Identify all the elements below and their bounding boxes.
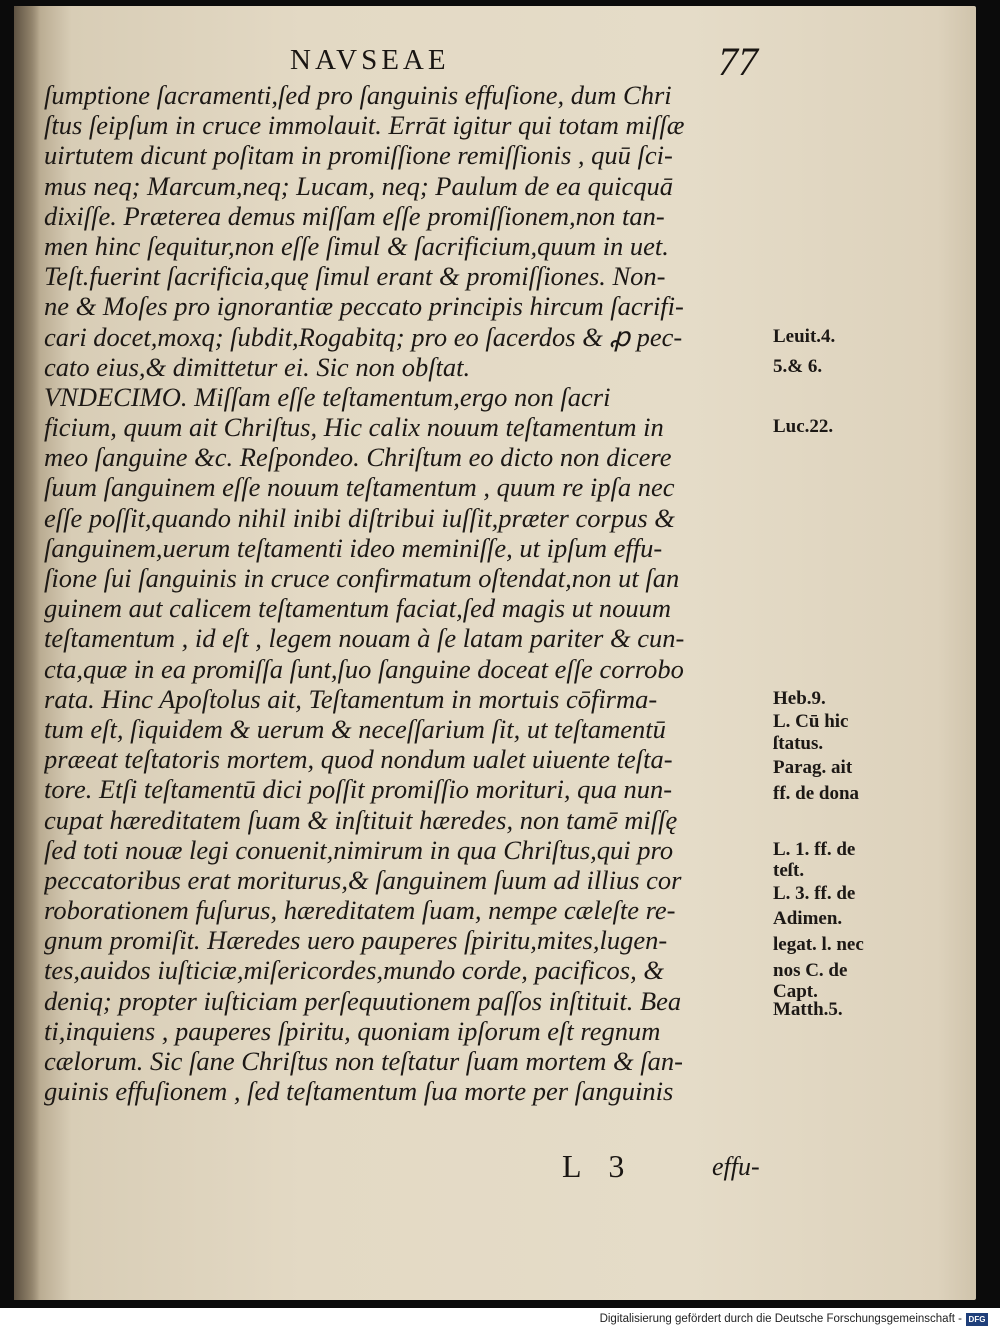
text-line: ti,inquiens , pauperes ſpiritu, quoniam ipſorum eſt regnum bbox=[44, 1015, 661, 1046]
text-line: ſed toti nouæ legi conuenit,nimirum in qua Chriſtus,qui pro bbox=[44, 834, 674, 865]
margin-note: ff. de dona bbox=[773, 783, 860, 805]
text-line: cato eius,& dimittetur ei. Sic non obſtat. bbox=[44, 351, 471, 382]
text-line: uirtutem dicunt poſitam in promiſſione remiſſionis , quū ſci- bbox=[44, 140, 673, 171]
body-text bbox=[44, 80, 770, 1106]
text-line: VNDECIMO. Miſſam eſſe teſtamentum,ergo non ſacri bbox=[44, 381, 611, 412]
text-line: cupat hæreditatem ſuam & inſtituit hæredes, non tamē miſſę bbox=[44, 804, 678, 835]
text-line: ſione ſui ſanguinis in cruce confirmatum oſtendat,non ut ſan bbox=[44, 563, 680, 593]
signature-mark: L 3 bbox=[562, 1148, 635, 1184]
text-line: ſanguinem,uerum teſtamenti ideo meminiſſe, ut ipſum effu- bbox=[44, 532, 663, 563]
text-line: ſtus ſeipſum in cruce immolauit. Errāt igitur qui totam miſſæ bbox=[44, 110, 685, 141]
text-line: ne & Moſes pro ignorantiæ peccato principis hircum ſacrifi- bbox=[44, 291, 684, 322]
margin-note: Matth.5. bbox=[773, 999, 843, 1021]
margin-note: L. 3. ff. de bbox=[773, 882, 856, 904]
text-line: mus neq; Marcum,neq; Lucam, neq; Paulum de ea quicquā bbox=[44, 170, 673, 201]
dfg-logo-icon: DFG bbox=[966, 1313, 988, 1326]
margin-note: nos C. de bbox=[773, 959, 848, 981]
text-line: rata. Hinc Apoſtolus ait, Teſtamentum in mortuis cōfirma- bbox=[44, 683, 658, 714]
margin-note: Leuit.4. bbox=[773, 325, 836, 347]
text-line: ſuum ſanguinem eſſe nouum teſtamentum , quum re ipſa nec bbox=[44, 472, 675, 503]
text-line: eſſe poſſit,quando nihil inibi diſtribui iuſſit,præter corpus & bbox=[44, 502, 675, 533]
margin-notes bbox=[773, 0, 973, 1200]
margin-note: teſt. bbox=[773, 860, 805, 882]
text-line: dixiſſe. Præterea demus miſſam eſſe promiſſionem,non tan- bbox=[44, 200, 665, 231]
margin-note: Luc.22. bbox=[773, 416, 834, 438]
text-line: gnum promiſit. Hæredes uero pauperes ſpiritu,mites,lugen- bbox=[44, 925, 668, 956]
text-line: guinis effuſionem , ſed teſtamentum ſua morte per ſanguinis bbox=[44, 1076, 674, 1107]
margin-note: L. Cū hic bbox=[773, 710, 849, 732]
text-line: cælorum. Sic ſane Chriſtus non teſtatur ſuam mortem & ſan- bbox=[44, 1046, 683, 1076]
text-line: teſtamentum , id eſt , legem nouam à ſe latam pariter & cun- bbox=[44, 623, 685, 654]
margin-note: ſtatus. bbox=[773, 733, 824, 755]
margin-note: legat. l. nec bbox=[773, 934, 864, 956]
text-line: meo ſanguine &c. Reſpondeo. Chriſtum eo dicto non dicere bbox=[44, 442, 672, 473]
text-line: roborationem fuſurus, hæreditatem ſuam, nempe cæleſte re- bbox=[44, 895, 676, 926]
text-line: men hinc ſequitur,non eſſe ſimul & ſacrificium,quum in uet. bbox=[44, 230, 669, 261]
catchword: effu- bbox=[712, 1152, 760, 1181]
text-line: peccatoribus erat moriturus,& ſanguinem ſuum ad illius cor bbox=[44, 864, 682, 895]
text-line: deniq; propter iuſticiam perſequutionem paſſos inſtituit. Bea bbox=[44, 985, 682, 1016]
text-line: guinem aut calicem teſtamentum faciat,ſed magis ut nouum bbox=[44, 593, 672, 624]
text-line: ficium, quum ait Chriſtus, Hic calix nouum teſtamentum in bbox=[44, 412, 664, 443]
margin-note: Heb.9. bbox=[773, 688, 826, 709]
margin-note: Parag. ait bbox=[773, 757, 853, 779]
text-line: ſumptione ſacramenti,ſed pro ſanguinis effuſione, dum Chri bbox=[44, 80, 672, 110]
credit-text: Digitalisierung gefördert durch die Deutsche Forschungsgemeinschaft - bbox=[599, 1313, 962, 1325]
text-line: tore. Etſi teſtamentū dici poſſit promiſſio morituri, qua nun- bbox=[44, 774, 673, 805]
credit-footer bbox=[0, 1308, 1000, 1331]
text-line: Teſt.fuerint ſacrificia,quę ſimul erant & promiſſiones. Non- bbox=[44, 261, 666, 292]
page-gutter-shadow bbox=[14, 6, 40, 1300]
text-line: cta,quæ in ea promiſſa ſunt,ſuo ſanguine doceat eſſe corrobo bbox=[44, 653, 684, 684]
margin-note: 5.& 6. bbox=[773, 355, 823, 377]
text-line: tes,auidos iuſticiæ,miſericordes,mundo corde, pacificos, & bbox=[44, 955, 664, 986]
page-number: 77 bbox=[718, 39, 758, 84]
text-line: cari docet,moxq; ſubdit,Rogabitq; pro eo ſacerdos & ꝓ pec- bbox=[44, 321, 683, 352]
margin-note: L. 1. ff. de bbox=[773, 839, 856, 860]
margin-note: Capt. bbox=[773, 980, 818, 1002]
margin-note: Adimen. bbox=[773, 908, 843, 930]
running-head: NAVSEAE bbox=[290, 44, 450, 76]
text-line: tum eſt, ſiquidem & uerum & neceſſarium ſit, ut teſtamentū bbox=[44, 713, 666, 744]
text-line: præeat teſtatoris mortem, quod nondum ualet uiuente teſta- bbox=[44, 744, 673, 775]
